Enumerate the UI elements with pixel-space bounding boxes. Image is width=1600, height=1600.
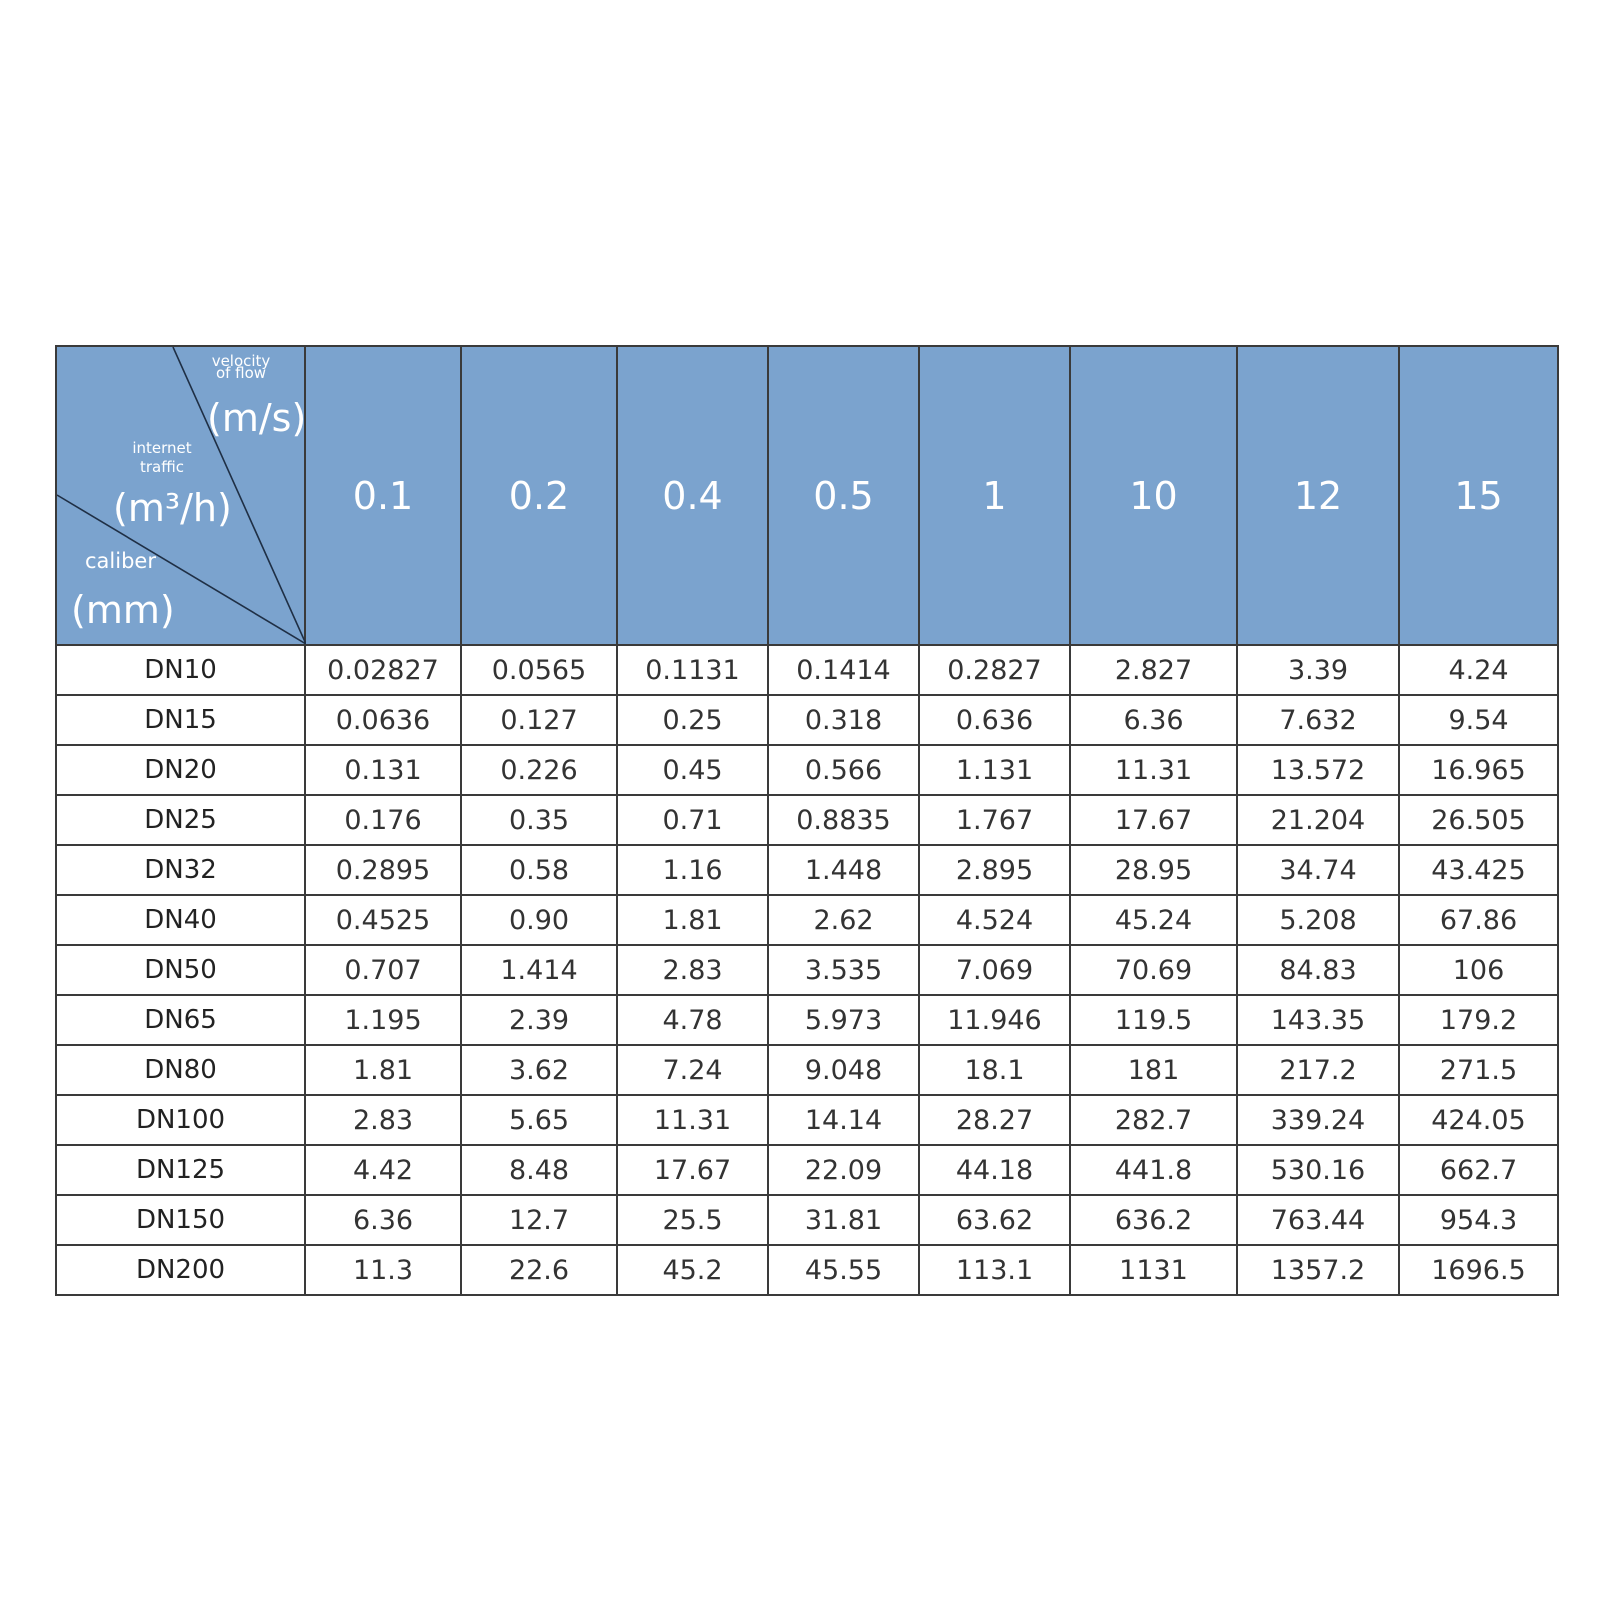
flow-value-cell: 0.4525: [305, 895, 461, 945]
caliber-label: caliber: [85, 549, 156, 573]
caliber-cell: DN100: [56, 1095, 305, 1145]
flow-value-cell: 3.39: [1237, 645, 1399, 695]
traffic-label: internet traffic: [132, 439, 192, 476]
flow-value-cell: 5.65: [461, 1095, 617, 1145]
table-body: [56, 645, 1558, 1295]
flow-value-cell: 44.18: [919, 1145, 1070, 1195]
velocity-header: 1: [919, 346, 1070, 645]
flow-value-cell: 1.81: [305, 1045, 461, 1095]
header-row: [56, 346, 1558, 645]
flow-value-cell: 6.36: [1070, 695, 1237, 745]
table-row: [56, 1045, 1558, 1095]
flow-value-cell: 0.636: [919, 695, 1070, 745]
table-row: [56, 1195, 1558, 1245]
flow-value-cell: 1.131: [919, 745, 1070, 795]
caliber-cell: DN200: [56, 1245, 305, 1295]
table-row: [56, 1095, 1558, 1145]
flow-value-cell: 4.78: [617, 995, 768, 1045]
flow-value-cell: 45.55: [768, 1245, 919, 1295]
flow-value-cell: 1.16: [617, 845, 768, 895]
flow-value-cell: 0.226: [461, 745, 617, 795]
flow-value-cell: 0.90: [461, 895, 617, 945]
flow-value-cell: 45.2: [617, 1245, 768, 1295]
velocity-header: 0.4: [617, 346, 768, 645]
velocity-header: 0.5: [768, 346, 919, 645]
flow-value-cell: 11.946: [919, 995, 1070, 1045]
flow-value-cell: 17.67: [1070, 795, 1237, 845]
flow-value-cell: 106: [1399, 945, 1558, 995]
flow-value-cell: 14.14: [768, 1095, 919, 1145]
flow-value-cell: 0.318: [768, 695, 919, 745]
flow-value-cell: 7.069: [919, 945, 1070, 995]
flow-value-cell: 7.24: [617, 1045, 768, 1095]
flow-value-cell: 28.27: [919, 1095, 1070, 1145]
flow-value-cell: 63.62: [919, 1195, 1070, 1245]
caliber-cell: DN50: [56, 945, 305, 995]
table-row: [56, 995, 1558, 1045]
velocity-header: 0.1: [305, 346, 461, 645]
flow-value-cell: 4.42: [305, 1145, 461, 1195]
flow-rate-table: [55, 345, 1559, 1296]
flow-value-cell: 530.16: [1237, 1145, 1399, 1195]
flow-value-cell: 1696.5: [1399, 1245, 1558, 1295]
flow-value-cell: 0.58: [461, 845, 617, 895]
flow-value-cell: 7.632: [1237, 695, 1399, 745]
flow-value-cell: 0.1414: [768, 645, 919, 695]
flow-value-cell: 25.5: [617, 1195, 768, 1245]
flow-value-cell: 2.895: [919, 845, 1070, 895]
flow-value-cell: 70.69: [1070, 945, 1237, 995]
flow-value-cell: 217.2: [1237, 1045, 1399, 1095]
flow-value-cell: 12.7: [461, 1195, 617, 1245]
flow-value-cell: 143.35: [1237, 995, 1399, 1045]
flow-value-cell: 5.208: [1237, 895, 1399, 945]
flow-value-cell: 0.0636: [305, 695, 461, 745]
flow-value-cell: 0.45: [617, 745, 768, 795]
caliber-cell: DN15: [56, 695, 305, 745]
corner-header-cell: [56, 346, 305, 645]
flow-value-cell: 11.31: [1070, 745, 1237, 795]
flow-value-cell: 34.74: [1237, 845, 1399, 895]
velocity-label: velocity of flow: [211, 352, 271, 382]
table-row: [56, 645, 1558, 695]
flow-value-cell: 18.1: [919, 1045, 1070, 1095]
table-row: [56, 895, 1558, 945]
velocity-header: 0.2: [461, 346, 617, 645]
flow-value-cell: 2.39: [461, 995, 617, 1045]
flow-value-cell: 0.2827: [919, 645, 1070, 695]
flow-value-cell: 9.54: [1399, 695, 1558, 745]
flow-value-cell: 1.195: [305, 995, 461, 1045]
flow-value-cell: 0.566: [768, 745, 919, 795]
traffic-unit: (m³/h): [113, 486, 232, 530]
caliber-cell: DN40: [56, 895, 305, 945]
flow-value-cell: 16.965: [1399, 745, 1558, 795]
flow-value-cell: 954.3: [1399, 1195, 1558, 1245]
flow-value-cell: 424.05: [1399, 1095, 1558, 1145]
flow-value-cell: 13.572: [1237, 745, 1399, 795]
flow-value-cell: 282.7: [1070, 1095, 1237, 1145]
flow-value-cell: 0.707: [305, 945, 461, 995]
flow-value-cell: 6.36: [305, 1195, 461, 1245]
caliber-cell: DN80: [56, 1045, 305, 1095]
table-row: [56, 845, 1558, 895]
flow-value-cell: 26.505: [1399, 795, 1558, 845]
flow-value-cell: 22.6: [461, 1245, 617, 1295]
flow-value-cell: 0.127: [461, 695, 617, 745]
flow-value-cell: 0.25: [617, 695, 768, 745]
flow-value-cell: 2.62: [768, 895, 919, 945]
velocity-header: 12: [1237, 346, 1399, 645]
flow-value-cell: 1.767: [919, 795, 1070, 845]
flow-value-cell: 0.176: [305, 795, 461, 845]
velocity-header: 15: [1399, 346, 1558, 645]
flow-value-cell: 4.24: [1399, 645, 1558, 695]
table-row: [56, 795, 1558, 845]
flow-value-cell: 1.81: [617, 895, 768, 945]
flow-value-cell: 17.67: [617, 1145, 768, 1195]
flow-value-cell: 662.7: [1399, 1145, 1558, 1195]
flow-value-cell: 43.425: [1399, 845, 1558, 895]
flow-value-cell: 84.83: [1237, 945, 1399, 995]
flow-value-cell: 636.2: [1070, 1195, 1237, 1245]
flow-value-cell: 0.35: [461, 795, 617, 845]
flow-value-cell: 763.44: [1237, 1195, 1399, 1245]
flow-value-cell: 45.24: [1070, 895, 1237, 945]
flow-value-cell: 11.3: [305, 1245, 461, 1295]
flow-value-cell: 119.5: [1070, 995, 1237, 1045]
flow-value-cell: 339.24: [1237, 1095, 1399, 1145]
flow-value-cell: 113.1: [919, 1245, 1070, 1295]
flow-value-cell: 31.81: [768, 1195, 919, 1245]
flow-value-cell: 8.48: [461, 1145, 617, 1195]
flow-value-cell: 21.204: [1237, 795, 1399, 845]
table-row: [56, 1245, 1558, 1295]
table-row: [56, 945, 1558, 995]
caliber-cell: DN65: [56, 995, 305, 1045]
table-row: [56, 695, 1558, 745]
flow-value-cell: 1357.2: [1237, 1245, 1399, 1295]
caliber-cell: DN125: [56, 1145, 305, 1195]
flow-value-cell: 441.8: [1070, 1145, 1237, 1195]
velocity-unit: (m/s): [207, 396, 307, 440]
flow-value-cell: 4.524: [919, 895, 1070, 945]
flow-value-cell: 1.448: [768, 845, 919, 895]
flow-value-cell: 28.95: [1070, 845, 1237, 895]
flow-value-cell: 179.2: [1399, 995, 1558, 1045]
table-row: [56, 745, 1558, 795]
flow-value-cell: 0.0565: [461, 645, 617, 695]
caliber-cell: DN20: [56, 745, 305, 795]
flow-value-cell: 5.973: [768, 995, 919, 1045]
table-row: [56, 1145, 1558, 1195]
flow-value-cell: 3.535: [768, 945, 919, 995]
flow-value-cell: 0.131: [305, 745, 461, 795]
flow-value-cell: 0.1131: [617, 645, 768, 695]
caliber-cell: DN10: [56, 645, 305, 695]
flow-value-cell: 0.2895: [305, 845, 461, 895]
flow-value-cell: 1.414: [461, 945, 617, 995]
flow-value-cell: 181: [1070, 1045, 1237, 1095]
flow-value-cell: 67.86: [1399, 895, 1558, 945]
flow-value-cell: 22.09: [768, 1145, 919, 1195]
velocity-header: 10: [1070, 346, 1237, 645]
flow-value-cell: 271.5: [1399, 1045, 1558, 1095]
flow-value-cell: 2.827: [1070, 645, 1237, 695]
flow-value-cell: 3.62: [461, 1045, 617, 1095]
caliber-cell: DN150: [56, 1195, 305, 1245]
flow-value-cell: 2.83: [617, 945, 768, 995]
caliber-cell: DN25: [56, 795, 305, 845]
flow-value-cell: 0.02827: [305, 645, 461, 695]
caliber-cell: DN32: [56, 845, 305, 895]
flow-value-cell: 0.8835: [768, 795, 919, 845]
caliber-unit: (mm): [71, 588, 175, 632]
flow-value-cell: 9.048: [768, 1045, 919, 1095]
flow-value-cell: 1131: [1070, 1245, 1237, 1295]
flow-value-cell: 2.83: [305, 1095, 461, 1145]
flow-value-cell: 0.71: [617, 795, 768, 845]
flow-value-cell: 11.31: [617, 1095, 768, 1145]
